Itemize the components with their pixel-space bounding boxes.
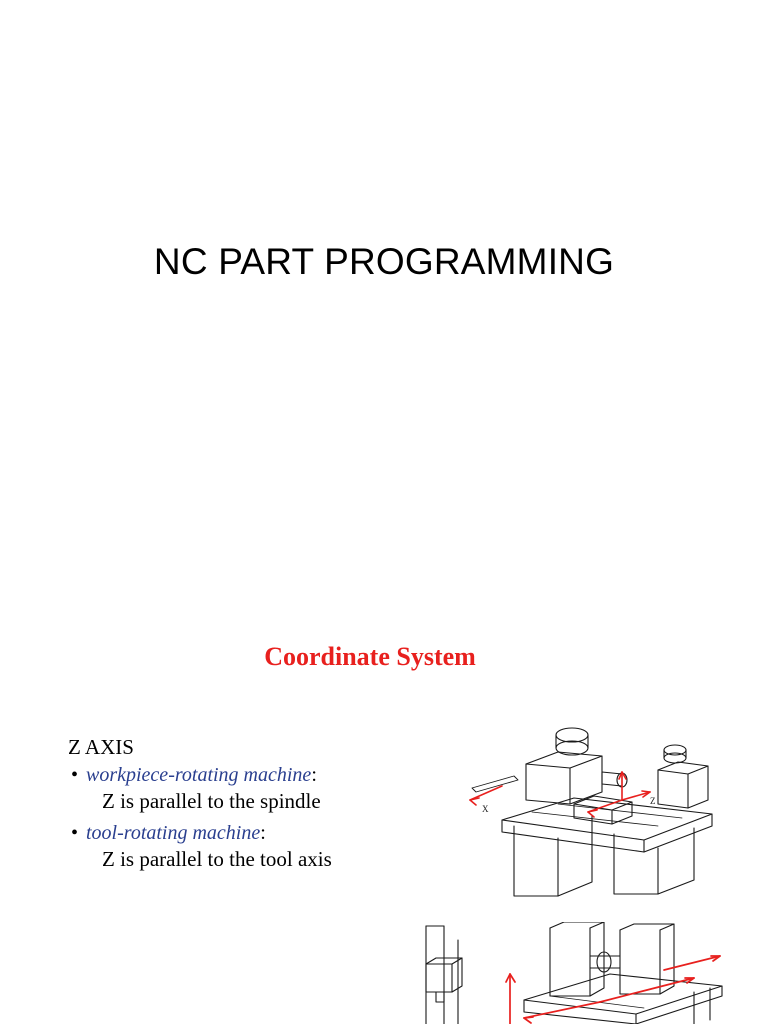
svg-text:Z: Z xyxy=(650,796,656,806)
milling-machine-diagram xyxy=(404,922,734,1024)
bullet-icon: • xyxy=(71,764,79,787)
z-axis-label: Z AXIS xyxy=(68,735,134,759)
bullet-label xyxy=(86,762,317,788)
bullet-label xyxy=(86,820,266,846)
svg-text:X: X xyxy=(482,804,489,814)
list-item xyxy=(68,820,488,846)
bullet-term: workpiece-rotating machine xyxy=(86,764,312,787)
bullet-colon: : xyxy=(260,821,266,844)
bullet-colon: : xyxy=(311,764,317,787)
bullet-icon: • xyxy=(71,821,79,844)
list-item xyxy=(68,762,488,788)
section-heading: Coordinate System xyxy=(264,641,476,671)
lathe-machine-diagram xyxy=(462,708,730,906)
page-title: NC PART PROGRAMMING xyxy=(153,240,615,282)
content-block xyxy=(68,734,488,877)
bullet-detail: Z is parallel to the tool axis xyxy=(102,846,332,871)
bullet-term: tool-rotating machine xyxy=(86,821,261,844)
bullet-detail: Z is parallel to the spindle xyxy=(102,789,321,814)
